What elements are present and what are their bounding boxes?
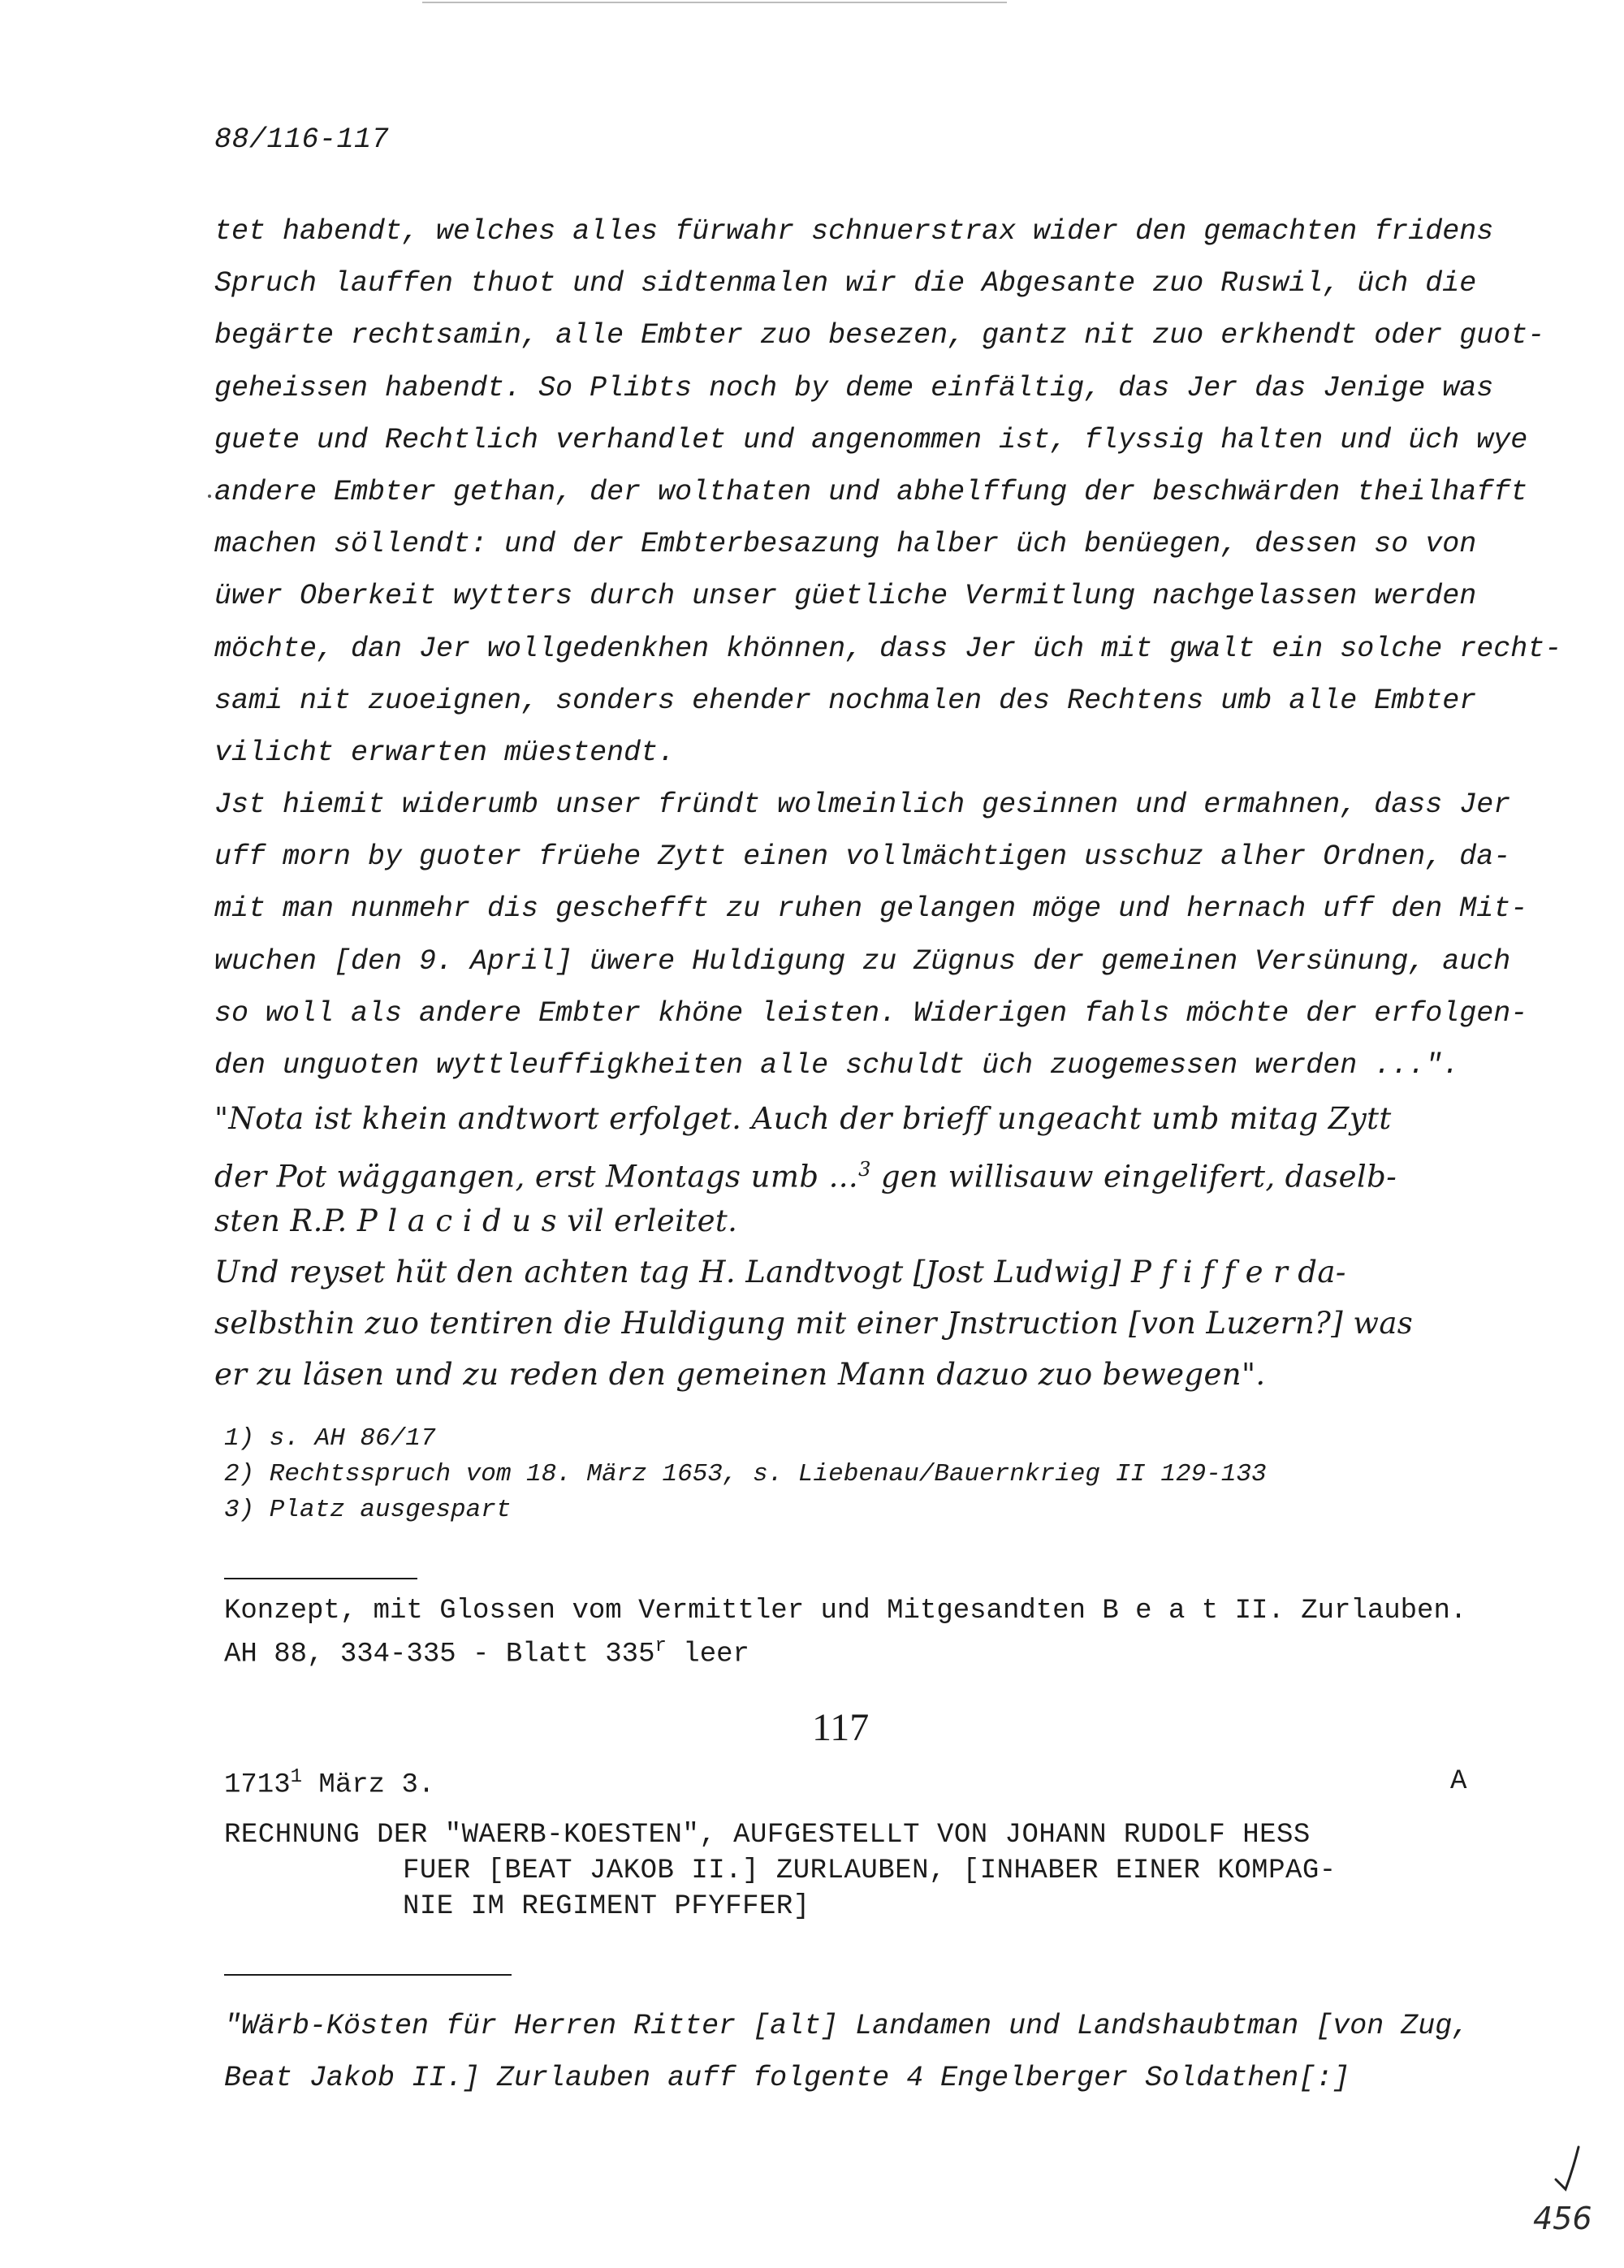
document-letter: A xyxy=(1450,1766,1467,1797)
body-line: Jst hiemit widerumb unser fründt wolmeinlich gesinnen und ermahnen, dass Jer xyxy=(214,788,1511,822)
source-line: Konzept, mit Glossen vom Vermittler und Mitgesandten B e a t II. Zurlauben. xyxy=(224,1596,1467,1626)
handwritten-text: gen willisauw eingelifert, daselb- xyxy=(870,1159,1397,1194)
body-line: uff morn by guoter früehe Zytt einen vollmächtigen usschuz alher Ordnen, da- xyxy=(214,840,1511,874)
handwritten-note xyxy=(214,1093,1413,1400)
body-line: mit man nunmehr dis geschefft zu ruhen gelangen möge und hernach uff den Mit- xyxy=(214,892,1528,926)
body-line: den unguoten wyttleuffigkheiten alle schuldt üch zuogemessen werden ...". xyxy=(214,1049,1460,1082)
footnote-marker: 3 xyxy=(858,1158,871,1181)
handwritten-line xyxy=(214,1144,1413,1195)
body-line: geheissen habendt. So Plibts noch by deme einfältig, das Jer das Jenige was xyxy=(214,371,1494,404)
body-line: möchte, dan Jer wollgedenkhen khönnen, dass Jer üch mit gwalt ein solche recht- xyxy=(214,632,1562,665)
handwritten-line: "Nota ist khein andtwort erfolget. Auch der brieff ungeacht umb mitag Zytt xyxy=(214,1101,1392,1136)
date-footnote: 1 xyxy=(290,1766,303,1788)
handwritten-line: er zu läsen und zu reden den gemeinen Mann dazuo zuo bewegen". xyxy=(214,1357,1266,1392)
top-border-line xyxy=(422,2,1007,3)
title-line: NIE IM REGIMENT PFYFFER] xyxy=(403,1891,810,1922)
body-line: machen söllendt: und der Embterbesazung halber üch benüegen, dessen so von xyxy=(214,528,1477,561)
document-number: 117 xyxy=(812,1706,870,1749)
source-note xyxy=(224,1593,1467,1670)
title-line: FUER [BEAT JAKOB II.] ZURLAUBEN, [INHABER EINER KOMPAG- xyxy=(403,1855,1337,1886)
handwritten-line: Und reyset hüt den achten tag H. Landtvogt [Jost Ludwig] P f i f f e r da- xyxy=(214,1255,1346,1290)
handwritten-line: sten R.P. P l a c i d u s vil erleitet. xyxy=(214,1203,738,1238)
body-line: so woll als andere Embter khöne leisten. Widerigen fahls möchte der erfolgen- xyxy=(214,996,1528,1030)
handwritten-line: selbsthin zuo tentiren die Huldigung mit einer Jnstruction [von Luzern?] was xyxy=(214,1306,1414,1341)
checkmark-icon xyxy=(1551,2144,1583,2192)
body-line: begärte rechtsamin, alle Embter zuo besezen, gantz nit zuo erkhendt oder guot- xyxy=(214,319,1545,352)
margin-page-number: 456 xyxy=(1533,2201,1592,2236)
stray-mark xyxy=(208,495,211,498)
divider-rule xyxy=(224,1974,512,1976)
divider-rule xyxy=(224,1578,417,1579)
source-text: AH 88, 334-335 - Blatt 335 xyxy=(224,1639,655,1670)
body-line: andere Embter gethan, der wolthaten und abhelffung der beschwärden theilhafft xyxy=(214,475,1528,508)
document-body xyxy=(214,205,1562,1091)
document-date xyxy=(224,1766,434,1800)
intro-line: "Wärb-Kösten für Herren Ritter [alt] Landamen und Landshaubtman [von Zug, xyxy=(224,2010,1470,2042)
date-rest: März 3. xyxy=(302,1769,435,1801)
body-line: üwer Oberkeit wytters durch unser güetliche Vermitlung nachgelassen werden xyxy=(214,580,1477,613)
handwritten-text: der Pot wäggangen, erst Montags umb ... xyxy=(214,1159,859,1194)
document-title xyxy=(224,1817,1337,1925)
page-reference: 88/116-117 xyxy=(214,123,390,156)
intro-text xyxy=(224,2000,1469,2104)
footnote: 1) s. AH 86/17 xyxy=(224,1424,436,1453)
body-line: vilicht erwarten müestendt. xyxy=(214,736,676,769)
body-line: Spruch lauffen thuot und sidtenmalen wir die Abgesante zuo Ruswil, üch die xyxy=(214,267,1477,300)
body-line: tet habendt, welches alles fürwahr schnuerstrax wider den gemachten fridens xyxy=(214,215,1494,248)
title-line: RECHNUNG DER "WAERB-KOESTEN", AUFGESTELLT VON JOHANN RUDOLF HESS xyxy=(224,1820,1311,1851)
footnote: 3) Platz ausgespart xyxy=(224,1496,512,1524)
intro-line: Beat Jakob II.] Zurlauben auff folgente 4 Engelberger Soldathen[:] xyxy=(224,2062,1350,2094)
date-year: 1713 xyxy=(224,1769,291,1801)
body-line: wuchen [den 9. April] üwere Huldigung zu Zügnus der gemeinen Versünung, auch xyxy=(214,944,1511,978)
footnote: 2) Rechtsspruch vom 18. März 1653, s. Liebenau/Bauernkrieg II 129-133 xyxy=(224,1460,1267,1488)
source-line xyxy=(224,1629,1466,1670)
footnotes xyxy=(224,1421,1267,1528)
body-line: guete und Rechtlich verhandlet und angenommen ist, flyssig halten und üch wye xyxy=(214,423,1528,456)
superscript: r xyxy=(654,1635,667,1657)
source-text: leer xyxy=(666,1639,749,1670)
body-line: sami nit zuoeignen, sonders ehender nochmalen des Rechtens umb alle Embter xyxy=(214,684,1477,717)
